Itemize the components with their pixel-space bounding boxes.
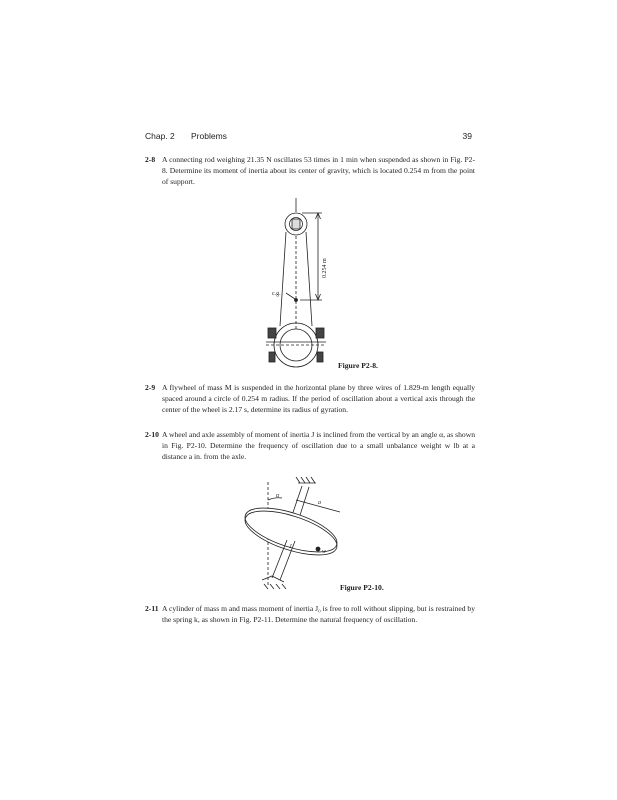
dimension-label: 0.254 m xyxy=(322,258,328,278)
problem-number: 2-8 xyxy=(145,155,156,164)
problem-text: A connecting rod weighing 21.35 N oscillates 53 times in 1 min when suspended as shown in Fig. P2-8. Determine its moment of inertia about its center of gravity, which is located 0.254 m from the point of support. xyxy=(162,155,475,186)
problem-text: A wheel and axle assembly of moment of inertia J is inclined from the vertical by an angle α, as shown in Fig. P2-10. Determine the frequency of oscillation due to a small unbalance weight w lb at a distance a in. from the axle. xyxy=(162,430,475,461)
bottom-support-hatch xyxy=(264,584,286,589)
problem-text: A cylinder of mass m and mass moment of inertia J₀ is free to roll without slipping, but is restrained by the spring k, as shown in Fig. P2-11. Determine the natural frequency of oscillation. xyxy=(162,604,475,624)
J-label: J xyxy=(289,544,292,550)
chapter-label: Chap. 2 xyxy=(145,131,175,141)
a-label: a xyxy=(318,500,321,506)
alpha-arc xyxy=(268,498,282,500)
page-number: 39 xyxy=(462,131,472,141)
problem-number: 2-11 xyxy=(145,604,159,613)
problem-text: A flywheel of mass M is suspended in the horizontal plane by three wires of 1.829-m length equally spaced around a circle of 0.254 m radius. If the period of oscillation about a vertical axis through the center of the wheel is 2.17 s, determine its radius of gyration. xyxy=(162,383,475,414)
alpha-label: α xyxy=(276,493,280,499)
section-label: Problems xyxy=(191,131,227,141)
cg-label: c.g. xyxy=(272,291,281,297)
w-label: w xyxy=(322,549,327,555)
problem-number: 2-10 xyxy=(145,430,159,439)
top-support-hatch xyxy=(296,477,315,483)
axle-lower-left xyxy=(272,540,287,578)
unbalance-weight xyxy=(316,547,320,551)
problem-2-11 xyxy=(145,603,475,639)
figure-p2-8-caption: Figure P2-8. xyxy=(338,361,378,370)
figure-p2-10-caption: Figure P2-10. xyxy=(340,583,384,592)
problem-number: 2-9 xyxy=(145,383,156,392)
